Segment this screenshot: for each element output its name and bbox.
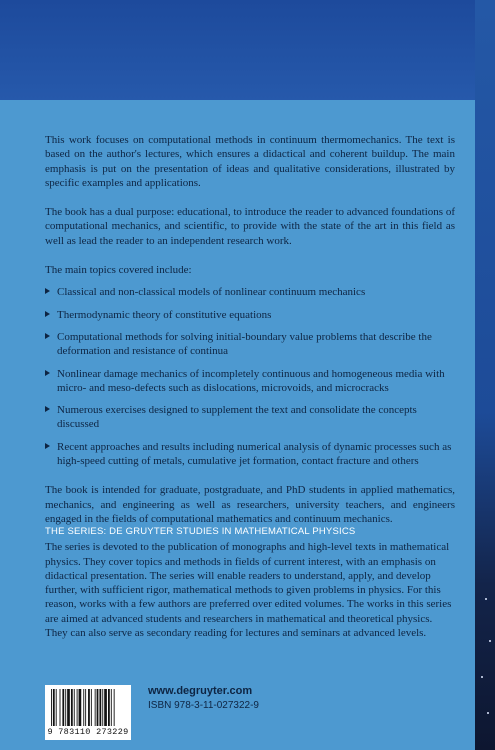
- barcode-bar: [65, 689, 66, 726]
- topics-intro: The main topics covered include:: [45, 264, 192, 277]
- triangle-bullet-icon: [45, 406, 50, 412]
- list-item: Recent approaches and results including numerical analysis of dynamic processes such as high-speed cutting of metals, cumulative jet formation, contact fracture and others: [45, 440, 455, 469]
- star-dot: [481, 676, 483, 678]
- purpose-paragraph: The book has a dual purpose: educational, to introduce the reader to advanced foundations of computational mechanics, and scientific, to provide with the state of the art in this field as well as lead the reader to an independent research work.: [45, 206, 455, 247]
- barcode-bar: [88, 689, 90, 726]
- barcode: [45, 685, 131, 740]
- triangle-bullet-icon: [45, 443, 50, 449]
- triangle-bullet-icon: [45, 288, 50, 294]
- barcode-bar: [60, 689, 61, 726]
- barcode-bar: [91, 689, 92, 726]
- barcode-bar: [97, 689, 99, 726]
- triangle-bullet-icon: [45, 370, 50, 376]
- barcode-bar: [114, 689, 115, 726]
- series-title: THE SERIES: DE GRUYTER STUDIES IN MATHEMATICAL PHYSICS: [45, 526, 356, 537]
- list-item: Nonlinear damage mechanics of incompletely continuous and homogeneous media with micro- and meso-defects such as dislocations, microvoids, and microcracks: [45, 367, 455, 396]
- barcode-bar: [111, 689, 112, 726]
- barcode-bar: [53, 689, 55, 726]
- blurb: [45, 133, 455, 541]
- barcode-bar: [56, 689, 57, 726]
- isbn: ISBN 978-3-11-027322-9: [148, 700, 259, 711]
- back-cover-panel: [0, 100, 475, 750]
- audience-paragraph: The book is intended for graduate, postgraduate, and PhD students in applied mathematics, mechanics, and engineering as well as researchers, university teachers, and engineers engaged in the fields of computational mathematics and continuum mechanics.: [45, 484, 455, 525]
- barcode-bar: [104, 689, 107, 726]
- intro-paragraph: This work focuses on computational methods in continuum thermomechanics. The text is based on the author's lectures, which ensures a didactical and coherent buildup. The main emphasis is put on the presentation of ideas and qualitative considerations, illustrated by specific examples and applications.: [45, 134, 455, 189]
- barcode-bar: [95, 689, 96, 726]
- series-description: The series is devoted to the publication of monographs and high-level texts in mathematical physics. They cover topics and methods in fields of current interest, with an emphasis on didactical presentation. The series will enable readers to understand, apply, and develop further, with sufficient rigor, mathematical methods to given problems in physics. For this reason, works with a few authors are preferred over edited volumes. The works in this series are aimed at advanced students and researchers in mathematical and theoretical physics. They can also serve as secondary reading for lectures and seminars at advanced levels.: [45, 541, 452, 640]
- barcode-bar: [77, 689, 78, 726]
- star-dot: [489, 640, 491, 642]
- barcode-bar: [83, 689, 84, 726]
- barcode-bar: [74, 689, 75, 726]
- barcode-bar: [79, 689, 82, 726]
- topics-list: [45, 285, 455, 468]
- barcode-bar: [51, 689, 52, 726]
- triangle-bullet-icon: [45, 311, 50, 317]
- publisher-info: [148, 685, 259, 711]
- top-band: [0, 0, 495, 100]
- barcode-bar: [62, 689, 64, 726]
- barcode-bar: [85, 689, 86, 726]
- barcode-number: 9 783110 273229: [47, 727, 129, 737]
- triangle-bullet-icon: [45, 333, 50, 339]
- star-dot: [485, 598, 487, 600]
- barcode-bar: [99, 689, 101, 726]
- barcode-bar: [71, 689, 73, 726]
- barcode-bar: [102, 689, 103, 726]
- star-dot: [487, 712, 489, 714]
- barcode-bar: [108, 689, 110, 726]
- list-item: Computational methods for solving initial-boundary value problems that describe the deformation and resistance of continua: [45, 330, 455, 359]
- publisher-website[interactable]: www.degruyter.com: [148, 685, 253, 697]
- list-item: Classical and non-classical models of nonlinear continuum mechanics: [45, 285, 455, 299]
- series-section: [45, 525, 455, 640]
- list-item: Thermodynamic theory of constitutive equations: [45, 308, 455, 322]
- barcode-bars: [51, 689, 125, 726]
- barcode-bar: [67, 689, 70, 726]
- right-edge-strip: [475, 0, 495, 750]
- list-item: Numerous exercises designed to supplement the text and consolidate the concepts discussed: [45, 403, 455, 432]
